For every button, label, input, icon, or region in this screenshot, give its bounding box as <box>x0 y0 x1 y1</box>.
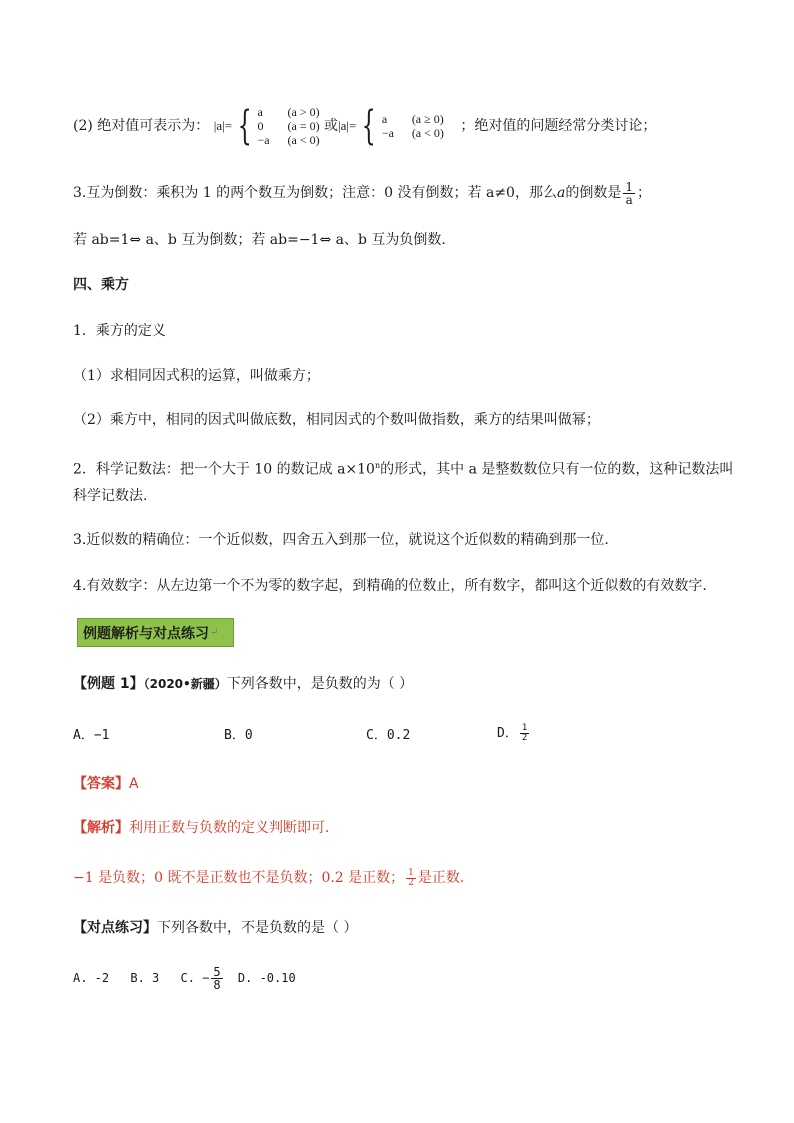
abs-expr-1: |a|= <box>213 118 233 133</box>
power-definition: 1．乘方的定义 <box>73 323 166 339</box>
left-brace: { <box>237 103 252 149</box>
approximate-number-line: 3.近似数的精确位：一个近似数，四舍五入到那一位，就说这个近似数的精确到那一位. <box>73 532 609 548</box>
practice-question: 【对点练习】下列各数中，不是负数的是（ ） <box>73 920 358 936</box>
scientific-notation-line-2: 科学记数法. <box>73 488 148 504</box>
analysis-line: 【解析】利用正数与负数的定义判断即可． <box>73 820 339 836</box>
option-b: B．0 <box>224 728 253 743</box>
explanation-fraction: $\frac{1}{2}$ <box>408 867 414 888</box>
option-a: A．−1 <box>73 728 110 743</box>
practice-option-a: A. -2 <box>73 971 110 985</box>
practice-option-d: D. -0.10 <box>237 971 296 985</box>
example-1-question: 【例题 1】（2020•新疆）下列各数中，是负数的为（ ） <box>73 676 414 692</box>
power-item-2: （2）乘方中，相同的因式叫做底数，相同因式的个数叫做指数，乘方的结果叫做幂； <box>73 412 600 428</box>
reciprocal-fraction: $\frac{1}{a}$ <box>625 179 633 207</box>
practice-options <box>73 960 296 996</box>
abs-value-prefix: (2) 绝对值可表示为： <box>73 118 210 134</box>
scientific-notation-line-1: 2．科学记数法：把一个大于 10 的数记成 $a\times 10^n$的形式，其中 a 是整数数位只有一位的数，这种记数法叫 <box>73 461 734 478</box>
significant-figures-line: 4.有效数字：从左边第一个不为零的数字起，到精确的位数止，所有数字，都叫这个近似数的有效数字. <box>73 578 707 594</box>
cases-1: a (a > 0) 0 (a = 0) −a (a < 0) <box>257 105 320 147</box>
answer-line: 【答案】A <box>73 776 139 792</box>
power-item-1: （1）求相同因式积的运算，叫做乘方； <box>73 368 320 384</box>
practice-option-b: B. 3 <box>130 971 160 985</box>
reciprocal-line-2: 若 ab=1⇔ a、b 互为倒数；若 ab=−1⇔ a、b 互为负倒数. <box>73 232 446 248</box>
or-word: 或 <box>324 118 339 134</box>
reciprocal-line: 3.互为倒数：乘积为 1 的两个数互为倒数；注意：0 没有倒数；若 a≠0，那么a的倒数是 $\frac{1}{a}$ ； <box>73 179 651 207</box>
option-c: C．0.2 <box>366 728 411 743</box>
practice-option-c: C. − $\frac{5}{8}$ <box>180 965 221 992</box>
section-4-title: 四、乘方 <box>73 277 129 293</box>
abs-value-line <box>73 104 656 148</box>
left-brace: { <box>362 103 377 149</box>
cases-2: a (a ≥ 0) −a (a < 0) <box>381 112 444 140</box>
option-d: D． $\frac{1}{2}$ <box>497 723 528 743</box>
abs-expr-2: |a|= <box>338 118 357 133</box>
option-d-fraction: $\frac{1}{2}$ <box>521 723 528 743</box>
section-banner: 例题解析与对点练习 ↵ <box>77 618 234 647</box>
explanation-line: −1 是负数；0 既不是正数也不是负数；0.2 是正数； $\frac{1}{2}$ 是正数． <box>73 867 474 888</box>
abs-value-suffix: ；绝对值的问题经常分类讨论； <box>460 118 657 134</box>
